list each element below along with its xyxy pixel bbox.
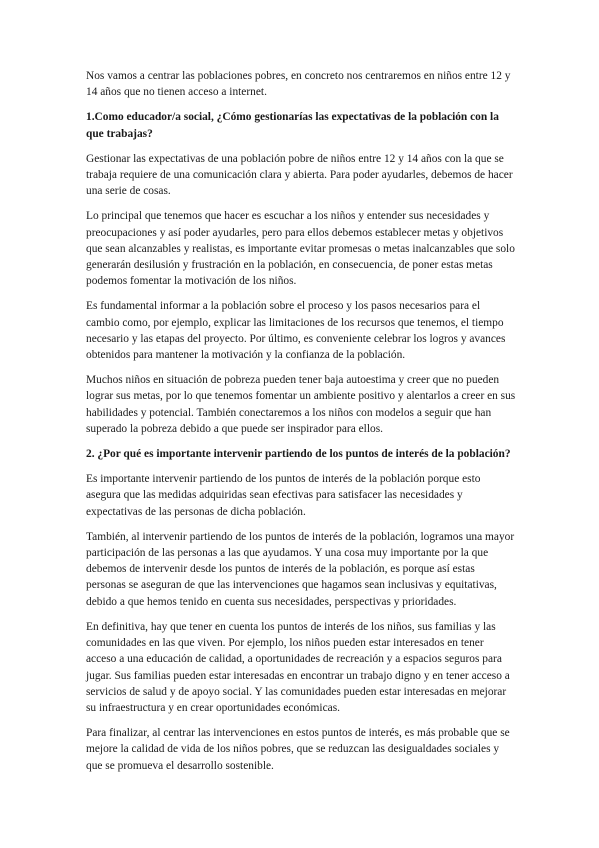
- q2-paragraph-4: Para finalizar, al centrar las intervenciones en estos puntos de interés, es más probable que se mejore la calidad de vida de los niños pobres, que se reduzcan las desigualdades sociales y que se promueva el desarrollo sostenible.: [86, 727, 510, 772]
- intro-paragraph: Nos vamos a centrar las poblaciones pobres, en concreto nos centraremos en niños entre 12 y 14 años que no tienen acceso a internet.: [86, 70, 511, 99]
- document-page: [86, 68, 516, 783]
- q1-paragraph-3: Es fundamental informar a la población sobre el proceso y los pasos necesarios para el cambio como, por ejemplo, explicar las limitaciones de los recursos que tenemos, el tiempo necesario y las etapas del proyecto. Por último, es conveniente celebrar los logros y avances obtenidos para mantener la motivación y la confianza de la población.: [86, 300, 506, 362]
- q2-paragraph-1: Es importante intervenir partiendo de los puntos de interés de la población porque esto asegura que las medidas adquiridas sean efectivas para satisfacer las necesidades y expectativas de las personas de dicha población.: [86, 473, 481, 518]
- q2-paragraph-2: También, al intervenir partiendo de los puntos de interés de la población, logramos una mayor participación de las personas a las que ayudamos. Y una cosa muy importante por la que debemos de intervenir desde los puntos de interés de la población, es porque así estas personas se aseguran de que las intervenciones que hagamos sean inclusivas y equitativas, debido a que hemos tenido en cuenta sus necesidades, perspectivas y prioridades.: [86, 530, 515, 608]
- q1-paragraph-1: Gestionar las expectativas de una población pobre de niños entre 12 y 14 años con la que se trabaja requiere de una comunicación clara y abierta. Para poder ayudarles, debemos de hacer una serie de cosas.: [86, 152, 513, 198]
- question-1-heading: 1.Como educador/a social, ¿Cómo gestionarías las expectativas de la población con la que trabajas?: [86, 111, 499, 140]
- q1-paragraph-4: Muchos niños en situación de pobreza pueden tener baja autoestima y creer que no pueden lograr sus metas, por lo que tenemos fomentar un ambiente positivo y alentarlos a creer en sus habilidades y potencial. También conectaremos a los niños con modelos a seguir que han superado la pobreza debido a que puede ser inspirador para ellos.: [86, 374, 516, 435]
- q1-paragraph-2: Lo principal que tenemos que hacer es escuchar a los niños y entender sus necesidades y preocupaciones y así poder ayudarles, pero para ellos debemos establecer metas y objetivos que sean alcanzables y realistas, es importante evitar promesas o metas inalcanzables que solo generarán desilusión y frustración en la población, en consecuencia, de poner estas metas podemos fomentar la motivación de los niños.: [86, 210, 515, 288]
- q2-paragraph-3: En definitiva, hay que tener en cuenta los puntos de interés de los niños, sus familias y las comunidades en las que viven. Por ejemplo, los niños pueden estar interesados en tener acceso a una educación de calidad, a oportunidades de recreación y a espacios seguros para jugar. Sus familias pueden estar interesadas en encontrar un trabajo digno y en tener acceso a servicios de salud y de apoyo social. Y las comunidades pueden estar interesadas en mejorar su infraestructura y en crear oportunidades económicas.: [86, 620, 510, 714]
- question-2-heading: 2. ¿Por qué es importante intervenir partiendo de los puntos de interés de la población?: [86, 448, 511, 461]
